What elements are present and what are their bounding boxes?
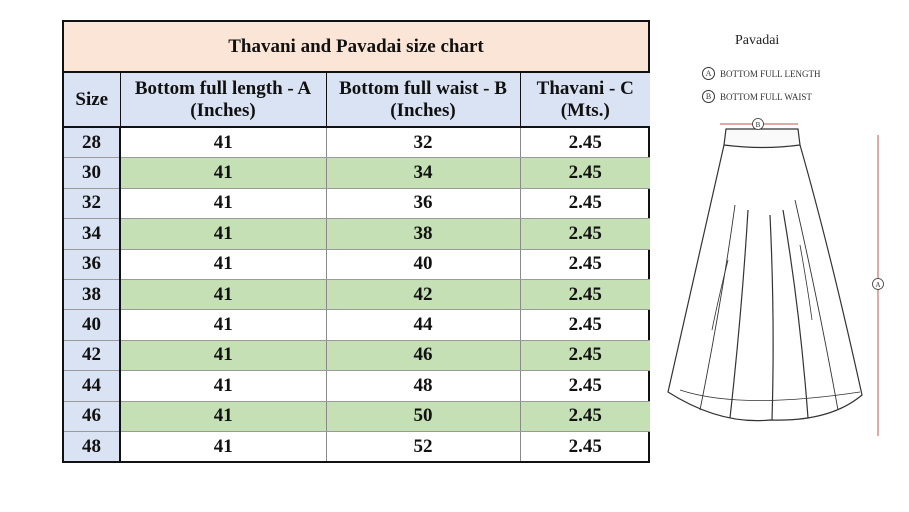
- cell-size: 30: [64, 158, 120, 188]
- table-row: [64, 340, 650, 370]
- cell-size: 34: [64, 219, 120, 249]
- cell-length: 41: [120, 279, 326, 309]
- size-chart-table: [62, 20, 650, 463]
- cell-waist: 36: [326, 188, 520, 218]
- cell-length: 41: [120, 310, 326, 340]
- cell-size: 48: [64, 431, 120, 461]
- cell-waist: 40: [326, 249, 520, 279]
- cell-length: 41: [120, 188, 326, 218]
- table-row: [64, 249, 650, 279]
- cell-thavani: 2.45: [568, 435, 602, 457]
- table-row: [64, 219, 650, 249]
- cell-thavani: 2.45: [520, 219, 650, 249]
- cell-thavani: 2.45: [520, 158, 650, 188]
- table-row: [64, 188, 650, 218]
- cell-length: 41: [120, 431, 326, 461]
- cell-length: 41: [120, 158, 326, 188]
- legend-label-length: BOTTOM FULL LENGTH: [720, 68, 821, 79]
- table-row: [64, 371, 650, 401]
- waistband-shape: [724, 129, 800, 148]
- size-table: [64, 73, 650, 461]
- cell-length: 41: [120, 371, 326, 401]
- cell-size: 36: [64, 249, 120, 279]
- marker-b-icon: B: [702, 90, 715, 103]
- header-thavani: Thavani - C (Mts.): [520, 73, 650, 127]
- cell-length: 41: [120, 219, 326, 249]
- marker-b-text: B: [755, 121, 761, 129]
- skirt-outline: [668, 145, 862, 421]
- table-row: [64, 431, 650, 461]
- cell-size: 40: [64, 310, 120, 340]
- table-row: [64, 127, 650, 158]
- table-row: [64, 279, 650, 309]
- cell-waist: 50: [326, 401, 520, 431]
- cell-waist: 48: [326, 371, 520, 401]
- cell-waist: 32: [326, 127, 520, 158]
- pavadai-skirt-diagram: [660, 25, 900, 455]
- cell-length: 41: [120, 340, 326, 370]
- header-bottom-length: Bottom full length - A (Inches): [120, 73, 326, 127]
- cell-waist: 44: [326, 310, 520, 340]
- cell-size: 44: [64, 371, 120, 401]
- cell-thavani: 2.45: [520, 340, 650, 370]
- cell-length: 41: [120, 401, 326, 431]
- header-bottom-waist: Bottom full waist - B (Inches): [326, 73, 520, 127]
- cell-size: 32: [64, 188, 120, 218]
- cell-thavani: 2.45: [520, 371, 650, 401]
- cell-size: 46: [64, 401, 120, 431]
- cell-waist: 52: [326, 431, 520, 461]
- cell-waist: 42: [326, 279, 520, 309]
- cell-thavani: 2.45: [520, 401, 650, 431]
- cell-size: 42: [64, 340, 120, 370]
- cell-thavani: 2.45: [520, 188, 650, 218]
- cell-thavani: 2.45: [520, 310, 650, 340]
- cell-thavani: 2.45: [520, 249, 650, 279]
- legend-label-waist: BOTTOM FULL WAIST: [720, 91, 812, 102]
- cell-thavani: 2.45: [520, 279, 650, 309]
- cell-waist: 38: [326, 219, 520, 249]
- cell-size: 28: [64, 127, 120, 158]
- cell-waist: 34: [326, 158, 520, 188]
- cell-length: 41: [120, 249, 326, 279]
- cell-length: 41: [120, 127, 326, 158]
- header-size: Size: [64, 73, 120, 127]
- cell-waist: 46: [326, 340, 520, 370]
- diagram-title: Pavadai: [735, 33, 780, 48]
- cell-size: 38: [64, 279, 120, 309]
- table-row: [64, 158, 650, 188]
- marker-a-text: A: [875, 281, 881, 289]
- table-row: [64, 310, 650, 340]
- header-row: [64, 73, 650, 127]
- marker-a-icon: A: [702, 67, 715, 80]
- cell-thavani: 2.45: [520, 127, 650, 158]
- table-row: [64, 401, 650, 431]
- chart-title: Thavani and Pavadai size chart: [64, 22, 648, 73]
